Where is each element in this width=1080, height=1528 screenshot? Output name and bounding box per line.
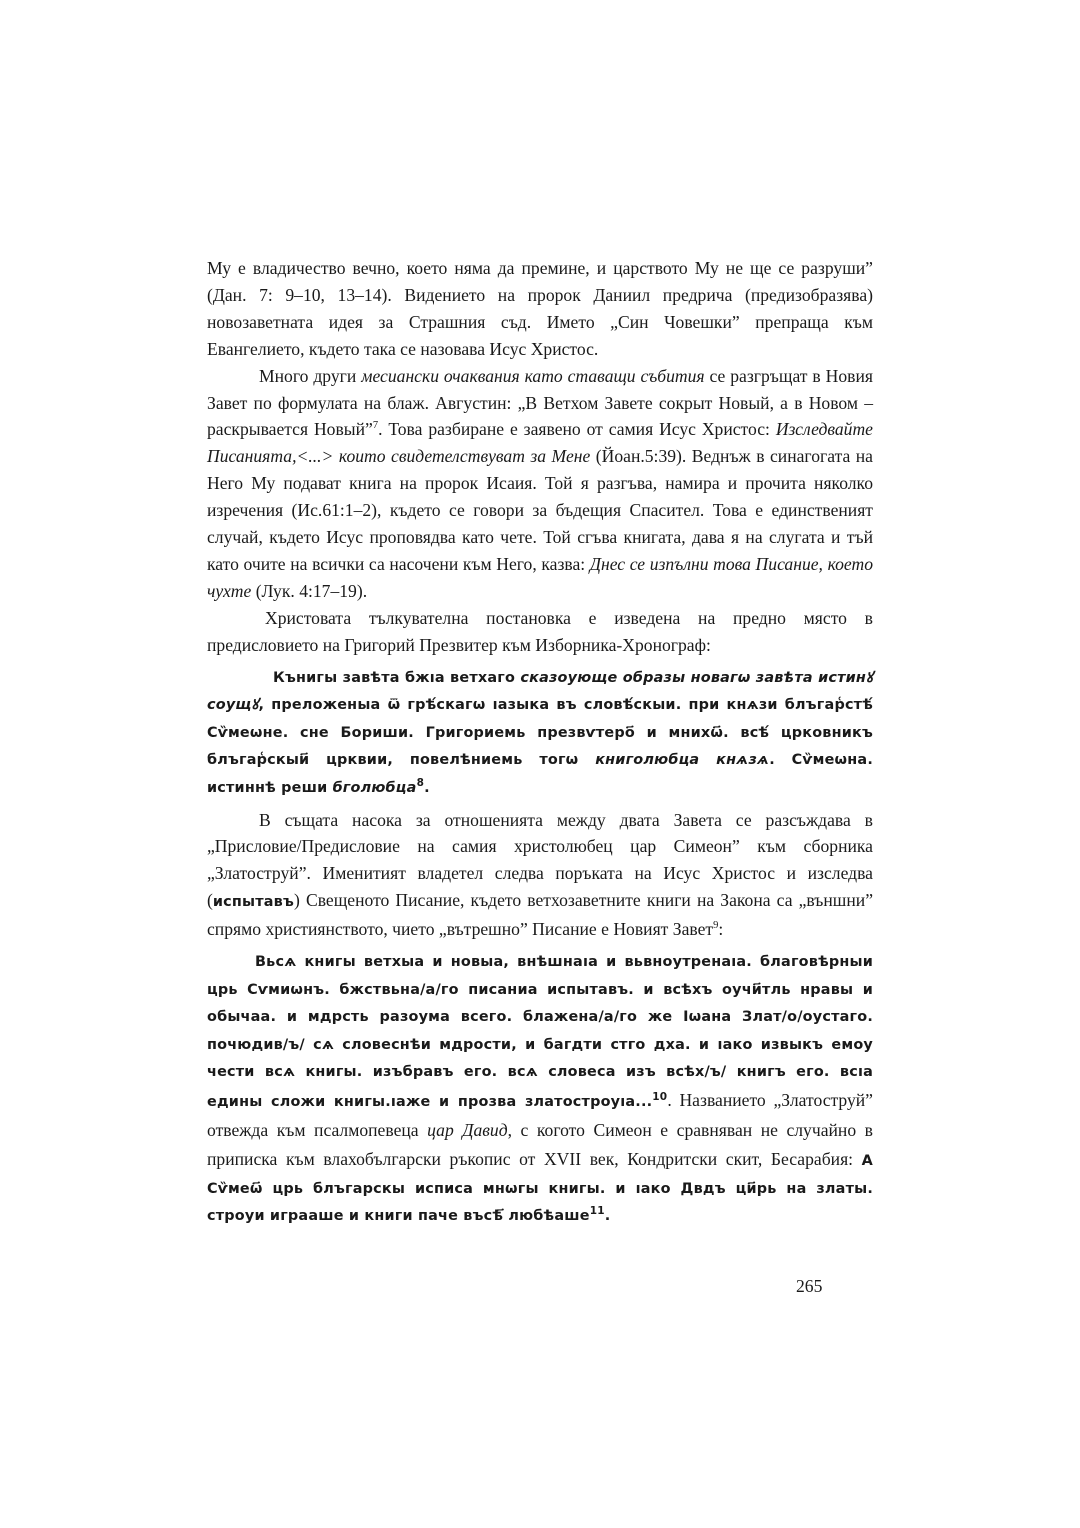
paragraph-4: В същата насока за отношенията между двата Завета се разсъждава в „Присловие/Предисловие на самия христолюбец цар Симеон” към сборника „Златоструй”. Именитият владетел следва поръката на Исус Христос и изследва (испытавъ) Свещеното Писание, където ветхозаветните книги на Закона са „външни” спрямо християнството, чието „вътрешно” Писание е Новият Завет$^9$:: [207, 809, 873, 940]
paragraph-2: Много други месиански очаквания като ставащи събития се разгръщат в Новия Завет по формулата на блаж. Августин: „В Ветхом Завете сокрыт Новый, а в Новом – раскрывается Новый”$^7$. Това разбиране е заявено от самия Исус Христос: Изследвайте Писанията,<...> които свидетелствуват за Мене (Йоан.5:39). Веднъж в синагогата на Него Му подават книга на пророк Исаия. Той я разгъва, намира и прочита няколко изречения (Ис.61:1–2), където се говори за бъдещия Спасител. Това е единственият случай, където Исус проповядва като чете. Той сгъва книгата, дава я на слугата и тъй като очите на всички са насочени към Него, казва: Днес се изпълни това Писание, което чухте (Лук. 4:17–19).: [207, 365, 873, 601]
footnote-ref-7[interactable]: 7: [372, 420, 379, 432]
page-number: 265: [796, 1276, 823, 1296]
quote-john: Изследвайте Писанията,<...> които свидетелствуват за Мене: [207, 419, 873, 467]
old-slavonic-quote-2: Вьсѧ книгы ветхыа и новыа, внѣшнаıа и вьвноутренаıа. благовѣрныи црь Сѵмиѡнъ. бжствьна/а/го писаниа испытавъ. и всѣхъ оучи҃тль нравы и обычаа. и мдрсть разоума всего. блажена/а/го же Іѡана Злат/о/оустаго. почюдив/ъ/ сѧ словеснѣи мдрости, и багдти стго дха. и ıако извыкъ емоу чести всѧ книгы. изъбравъ его. всѧ словеса изъ всѣх/ъ/ книгъ его. всıа едины сложи книгы.ıаже и прозва златостроуıа...$^{10}$. Названието „Златоструй” отвежда към псалмопевеца цар Давид, с когото Симеон е сравняван не случайно в приписка към влахобългарски ръкопис от XVII век, Кондритски скит, Бесарабия: А Сѷмеѡ҃ црь блъгарскы исписа мнѡгы книгы. и ıако Двдъ ци҃рь на златы. строуи играаше и книги паче въсѣ҃ любѣаше$^{11}$.: [207, 954, 873, 1225]
footnote-ref-11[interactable]: 11: [589, 1205, 605, 1218]
body-text: [207, 255, 873, 1235]
footnote-ref-10[interactable]: 10: [652, 1091, 668, 1104]
paragraph-1: Му е владичество вечно, което няма да премине, и царството Му не ще се разруши” (Дан. 7: 9–10, 13–14). Видението на пророк Даниил предрича (предизобразява) новозаветната идея за Страшния съд. Името „Син Човешки” препраща към Евангелието, където така се назовава Исус Христос.: [207, 258, 873, 359]
old-slavonic-quote-1: Кънигы завѣта бжıа ветхаго сказоующе образы новагѡ завѣта истинꙋ соущꙋ, преложеныа ѿ грѣ́скагѡ ıазыка въ словѣ́скыи. при кнѧзи блъгар͑стѣ́ Сѷмеѡне. сне Бориши. Григориемь презвѵтеро҃ и мнихѡ҃. всѣ́ црковникъ блъгар͑скыи҃ црквии, повелѣниемь тогѡ книголюбца кнѧзѧ. Сѷмеѡна. истиннѣ реши бголюбца$^8$.: [207, 669, 874, 796]
old-slavonic-word: испытавъ: [212, 894, 295, 911]
footnote-ref-9[interactable]: 9: [713, 920, 719, 932]
emphasis-messianic: месиански очаквания като ставащи събития: [361, 365, 705, 386]
footnote-ref-8[interactable]: 8: [416, 777, 425, 790]
old-slavonic-inscription: А Сѷмеѡ҃ црь блъгарскы исписа мнѡгы книгы. и ıако Двдъ ци҃рь на златы. строуи играаше и книги паче въсѣ҃ любѣаше: [207, 1153, 873, 1225]
paragraph-3: Христовата тълкувателна постановка е изведена на предно място в предисловието на Григорий Презвитер към Изборника-Хронограф:: [207, 607, 873, 655]
quote-luke: Днес се изпълни това Писание, което чухте: [207, 553, 873, 601]
